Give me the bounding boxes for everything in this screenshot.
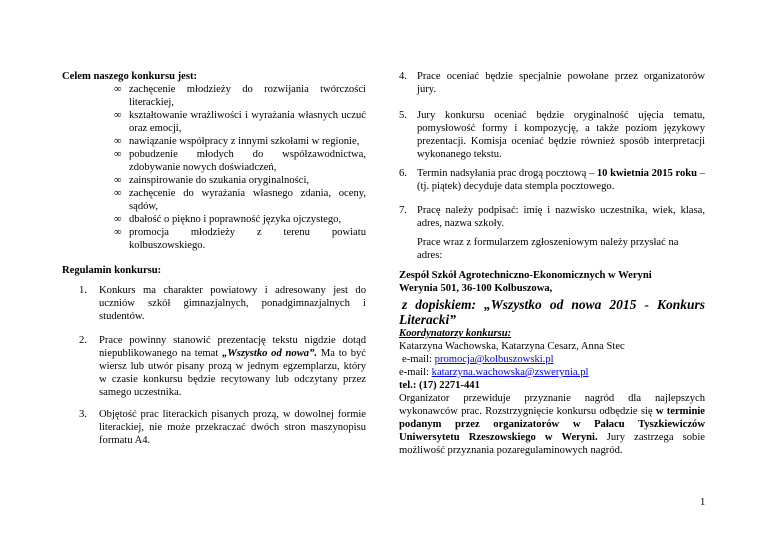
rule-text: Konkurs ma charakter powiatowy i adresowany jest do uczniów szkół gimnazjalnych, ponadgimnazjalnych i studentów. <box>99 285 366 322</box>
page-number: 1 <box>700 497 706 508</box>
goal-item <box>62 226 366 252</box>
goal-item <box>62 148 366 174</box>
rule-number: 1. <box>79 285 87 296</box>
goal-item <box>62 83 366 109</box>
deadline: 10 kwietnia 2015 roku <box>596 168 698 179</box>
rule-5 <box>399 109 705 161</box>
goal-text: zachęcenie do wyrażania własnego zdania, oceny, sądów, <box>129 188 366 212</box>
email-link-promocja[interactable]: promocja@kolbuszowski.pl <box>434 354 554 365</box>
rule-3 <box>62 408 366 447</box>
rule-number: 5. <box>399 110 407 121</box>
infinity-bullet-icon: ∞ <box>114 175 122 186</box>
infinity-bullet-icon: ∞ <box>114 227 122 238</box>
goal-item <box>62 174 366 187</box>
rule-text: Termin nadsyłania prac drogą pocztową – 10 kwietnia 2015 roku – (tj. piątek) decyduje data stempla pocztowego. <box>417 168 705 192</box>
coordinators-heading: Koordynatorzy konkursu: <box>399 328 512 339</box>
email-row-2: e-mail: katarzyna.wachowska@zswerynia.pl <box>399 367 589 378</box>
rule-4 <box>399 70 705 96</box>
rule-number: 3. <box>79 409 87 420</box>
dopisek: z dopiskiem: „Wszystko od nowa 2015 - Konkurs Literacki” <box>399 297 705 327</box>
infinity-bullet-icon: ∞ <box>114 149 122 160</box>
rule-7 <box>399 204 705 230</box>
rule-2 <box>62 334 366 399</box>
rule-number: 6. <box>399 168 407 179</box>
organizer-paragraph: Organizator przewiduje przyznanie nagród dla najlepszych wykonawców prac. Rozstrzygnięcie konkursu odbędzie się w terminie podanym przez organizatorów w Pałacu Tyszkiewiczów Uniwersytetu Rzeszowskiego w Weryni. Jury zastrzega sobie możliwość przyznania pozaregulaminowych nagród. <box>399 393 705 456</box>
goal-text: promocja młodzieży z terenu powiatu kolbuszowskiego. <box>129 227 366 251</box>
send-note: Prace wraz z formularzem zgłoszeniowym należy przysłać na adres: <box>417 237 679 261</box>
goal-text: zainspirowanie do szukania oryginalności, <box>129 175 310 186</box>
rules-heading: Regulamin konkursu: <box>62 265 162 276</box>
goals-list <box>62 83 366 252</box>
goal-item <box>62 109 366 135</box>
infinity-bullet-icon: ∞ <box>114 214 122 225</box>
rule-1 <box>62 284 366 323</box>
rule-text: Jury konkursu oceniać będzie oryginalność ujęcia tematu, pomysłowość formy i kompozycję, a także poziom językowy prezentacji. Komisja oceniać będzie również sposób interpretacji wykonanego tekstu. <box>417 110 705 160</box>
rule-number: 4. <box>399 71 407 82</box>
ceremony-venue: w terminie podanym przez organizatorów w Pałacu Tyszkiewiczów Uniwersytetu Rzeszowskiego w Weryni. <box>399 406 705 443</box>
rule-number: 2. <box>79 335 87 346</box>
contest-theme: „Wszystko od nowa”. <box>222 348 318 359</box>
school-line-2: Werynia 501, 36-100 Kolbuszowa, <box>399 283 553 294</box>
telephone: tel.: (17) 2271-441 <box>399 380 480 391</box>
infinity-bullet-icon: ∞ <box>114 84 122 95</box>
email-link-wachowska[interactable]: katarzyna.wachowska@zswerynia.pl <box>431 367 589 378</box>
goal-text: dbałość o piękno i poprawność języka ojczystego, <box>129 214 342 225</box>
goals-heading: Celem naszego konkursu jest: <box>62 71 198 82</box>
goal-item <box>62 135 366 148</box>
goal-text: kształtowanie wrażliwości i wyrażania własnych uczuć oraz emocji, <box>129 110 366 134</box>
email-row-1: e-mail: promocja@kolbuszowski.pl <box>402 354 554 365</box>
rule-text: Objętość prac literackich pisanych prozą, w dowolnej formie literackiej, nie może przekraczać dwóch stron maszynopisu formatu A4. <box>99 409 366 446</box>
goal-text: pobudzenie młodych do współzawodnictwa, zdobywanie nowych doświadczeń, <box>129 149 366 173</box>
rule-text: Prace oceniać będzie specjalnie powołane przez organizatorów jury. <box>417 71 705 95</box>
coordinators-names: Katarzyna Wachowska, Katarzyna Cesarz, Anna Stec <box>399 341 625 352</box>
school-line-1: Zespół Szkół Agrotechniczno-Ekonomicznych w Weryni <box>399 270 652 281</box>
rule-6 <box>399 167 705 193</box>
goal-item <box>62 187 366 213</box>
goal-text: nawiązanie współpracy z innymi szkołami w regionie, <box>129 136 360 147</box>
goal-item <box>62 213 366 226</box>
goal-text: zachęcenie młodzieży do rozwijania twórczości literackiej, <box>129 84 366 108</box>
infinity-bullet-icon: ∞ <box>114 110 122 121</box>
infinity-bullet-icon: ∞ <box>114 188 122 199</box>
rule-text: Pracę należy podpisać: imię i nazwisko uczestnika, wiek, klasa, adres, nazwa szkoły. <box>417 205 705 229</box>
rule-text: Prace powinny stanowić prezentację tekstu nigdzie dotąd niepublikowanego na temat „Wszystko od nowa”. Ma to być wiersz lub utwór pisany prozą w jednym egzemplarzu, który w czasie konkursu będzie recytowany lub odczytany przez samego uczestnika. <box>99 335 367 398</box>
rule-number: 7. <box>399 205 407 216</box>
infinity-bullet-icon: ∞ <box>114 136 122 147</box>
